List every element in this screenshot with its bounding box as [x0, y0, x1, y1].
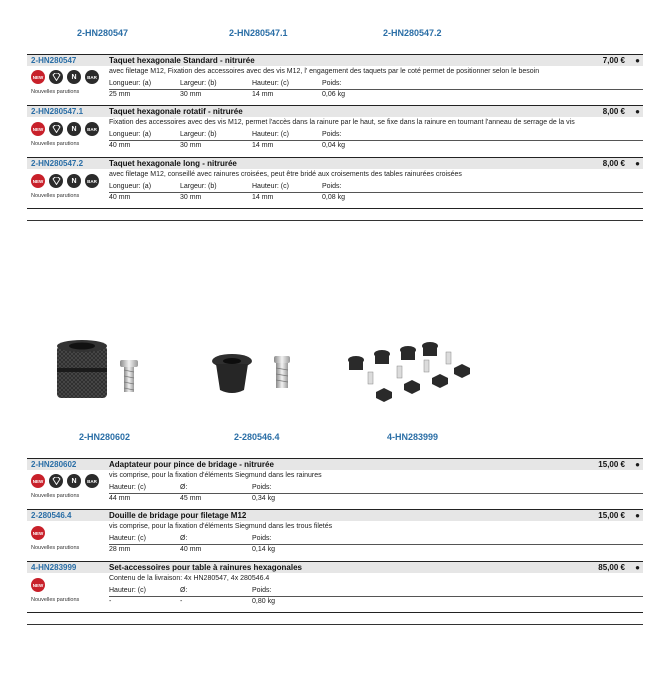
spec-value: 0,06 kg	[322, 91, 345, 98]
spec-header: Hauteur: (c)	[252, 131, 289, 138]
spec-header: Ø:	[180, 587, 188, 594]
spec-value: 30 mm	[180, 91, 202, 98]
spec-header-row	[109, 79, 643, 90]
product-description: Fixation des accessoires avec des vis M12, permet l'accès dans la rainure par le haut, se fixe dans la rainure en tournant l'anneau de serrage de la vis	[109, 119, 575, 126]
product-code[interactable]: 2-280546.4	[31, 511, 72, 520]
spec-value: 0,34 kg	[252, 495, 275, 502]
new-badge-icon: NEW	[31, 578, 45, 592]
spec-header-row	[109, 130, 643, 141]
spec-header-row	[109, 534, 643, 545]
spec-header: Longueur: (a)	[109, 80, 152, 87]
spec-value: 0,08 kg	[322, 194, 345, 201]
spec-header: Ø:	[180, 535, 188, 542]
product-header	[27, 509, 643, 521]
diamond-badge-icon	[49, 122, 63, 136]
top-code-1: 2-HN280547	[77, 28, 129, 38]
spec-header: Poids:	[322, 131, 342, 138]
new-badge-icon: NEW	[31, 70, 45, 84]
spec-value: 0,14 kg	[252, 546, 275, 553]
n-badge-icon: N	[67, 474, 81, 488]
product-code[interactable]: 2-HN280547	[31, 56, 77, 65]
spec-value: 30 mm	[180, 142, 202, 149]
spec-value: 28 mm	[109, 546, 131, 553]
new-badge-icon: NEW	[31, 526, 45, 540]
spec-header-row	[109, 586, 643, 597]
n-badge-icon: N	[67, 122, 81, 136]
diamond-badge-icon	[49, 70, 63, 84]
spec-value-row	[109, 494, 643, 504]
spec-value: 0,80 kg	[252, 598, 275, 605]
top-code-3: 2-HN280547.2	[383, 28, 442, 38]
spec-value: 44 mm	[109, 495, 131, 502]
product-header	[27, 105, 643, 117]
spec-header: Poids:	[322, 183, 342, 190]
n-badge-icon: N	[67, 174, 81, 188]
spec-value: -	[180, 598, 183, 605]
spec-value: -	[109, 598, 112, 605]
product-title: Taquet hexagonale rotatif - nitrurée	[109, 107, 243, 116]
spec-value-row	[109, 90, 643, 100]
product-code[interactable]: 4-HN283999	[31, 563, 77, 572]
spec-header: Largeur: (b)	[180, 183, 217, 190]
top-code-2: 2-HN280547.1	[229, 28, 288, 38]
spec-value-row	[109, 141, 643, 151]
product-price: 15,00 €	[598, 460, 625, 469]
product-title: Taquet hexagonale long - nitrurée	[109, 159, 237, 168]
product-header	[27, 157, 643, 169]
product-description: Contenu de la livraison: 4x HN280547, 4x 280546.4	[109, 575, 270, 582]
divider	[27, 220, 643, 221]
accessory-set-image	[342, 338, 474, 410]
product-title: Taquet hexagonale Standard - nitrurée	[109, 56, 255, 65]
spec-value: 40 mm	[180, 546, 202, 553]
new-releases-label: Nouvelles parutions	[31, 141, 80, 147]
availability-dot: ●	[635, 107, 640, 116]
spec-header: Poids:	[252, 587, 272, 594]
product-description: avec filetage M12, conseillé avec rainures croisées, peut être bridé aux croisements des tables rainurées croisées	[109, 171, 462, 178]
availability-dot: ●	[635, 511, 640, 520]
availability-dot: ●	[635, 460, 640, 469]
product-description: vis comprise, pour la fixation d'éléments Siegmund dans les trous filetés	[109, 523, 333, 530]
divider	[27, 612, 643, 613]
n-badge-icon: N	[67, 70, 81, 84]
spec-header: Hauteur: (c)	[109, 587, 146, 594]
spec-value: 30 mm	[180, 194, 202, 201]
divider	[27, 208, 643, 209]
spec-header: Hauteur: (c)	[109, 535, 146, 542]
spec-value-row	[109, 545, 643, 555]
bar-badge-icon: BAR	[85, 174, 99, 188]
product-title: Adaptateur pour pince de bridage - nitrurée	[109, 460, 274, 469]
clamp-adapter-image	[52, 338, 162, 402]
product-table-a	[27, 54, 643, 224]
spec-value-row	[109, 597, 643, 607]
product-code[interactable]: 2-HN280602	[31, 460, 77, 469]
product-code[interactable]: 2-HN280547.1	[31, 107, 84, 116]
diamond-badge-icon	[49, 174, 63, 188]
image-caption-1: 2-HN280602	[79, 432, 131, 442]
product-price: 8,00 €	[602, 107, 625, 116]
spec-value: 25 mm	[109, 91, 131, 98]
spec-header: Ø:	[180, 484, 188, 491]
product-title: Set-accessoires pour table à rainures hexagonales	[109, 563, 302, 572]
availability-dot: ●	[635, 563, 640, 572]
bar-badge-icon: BAR	[85, 474, 99, 488]
spec-value: 14 mm	[252, 142, 274, 149]
image-caption-3: 4-HN283999	[387, 432, 439, 442]
availability-dot: ●	[635, 56, 640, 65]
spec-header: Hauteur: (c)	[109, 484, 146, 491]
availability-dot: ●	[635, 159, 640, 168]
new-badge-icon: NEW	[31, 174, 45, 188]
new-releases-label: Nouvelles parutions	[31, 493, 80, 499]
divider	[27, 624, 643, 625]
product-price: 15,00 €	[598, 511, 625, 520]
spec-header: Hauteur: (c)	[252, 183, 289, 190]
product-table-b	[27, 458, 643, 628]
spec-header: Poids:	[252, 535, 272, 542]
product-code[interactable]: 2-HN280547.2	[31, 159, 84, 168]
spec-header: Hauteur: (c)	[252, 80, 289, 87]
new-releases-label: Nouvelles parutions	[31, 597, 80, 603]
spec-header-row	[109, 182, 643, 193]
new-releases-label: Nouvelles parutions	[31, 89, 80, 95]
spec-value: 14 mm	[252, 91, 274, 98]
product-description: avec filetage M12, Fixation des accessoires avec des vis M12, l' engagement des taquets par le coté permet de positionner selon le besoin	[109, 68, 540, 75]
product-price: 7,00 €	[602, 56, 625, 65]
spec-header: Poids:	[252, 484, 272, 491]
spec-header: Largeur: (b)	[180, 131, 217, 138]
spec-header: Longueur: (a)	[109, 183, 152, 190]
product-header	[27, 561, 643, 573]
spec-value: 40 mm	[109, 194, 131, 201]
spec-value: 14 mm	[252, 194, 274, 201]
diamond-badge-icon	[49, 474, 63, 488]
bar-badge-icon: BAR	[85, 70, 99, 84]
product-price: 8,00 €	[602, 159, 625, 168]
bar-badge-icon: BAR	[85, 122, 99, 136]
product-header	[27, 458, 643, 470]
spec-value-row	[109, 193, 643, 203]
spec-header: Longueur: (a)	[109, 131, 152, 138]
spec-value: 0,04 kg	[322, 142, 345, 149]
new-releases-label: Nouvelles parutions	[31, 193, 80, 199]
spec-header: Poids:	[322, 80, 342, 87]
image-caption-2: 2-280546.4	[234, 432, 280, 442]
spec-header-row	[109, 483, 643, 494]
new-releases-label: Nouvelles parutions	[31, 545, 80, 551]
clamp-sleeve-image	[208, 352, 298, 396]
product-header	[27, 54, 643, 66]
new-badge-icon: NEW	[31, 474, 45, 488]
spec-value: 40 mm	[109, 142, 131, 149]
spec-value: 45 mm	[180, 495, 202, 502]
product-description: vis comprise, pour la fixation d'éléments Siegmund dans les rainures	[109, 472, 322, 479]
spec-header: Largeur: (b)	[180, 80, 217, 87]
new-badge-icon: NEW	[31, 122, 45, 136]
product-title: Douille de bridage pour filetage M12	[109, 511, 247, 520]
product-price: 85,00 €	[598, 563, 625, 572]
